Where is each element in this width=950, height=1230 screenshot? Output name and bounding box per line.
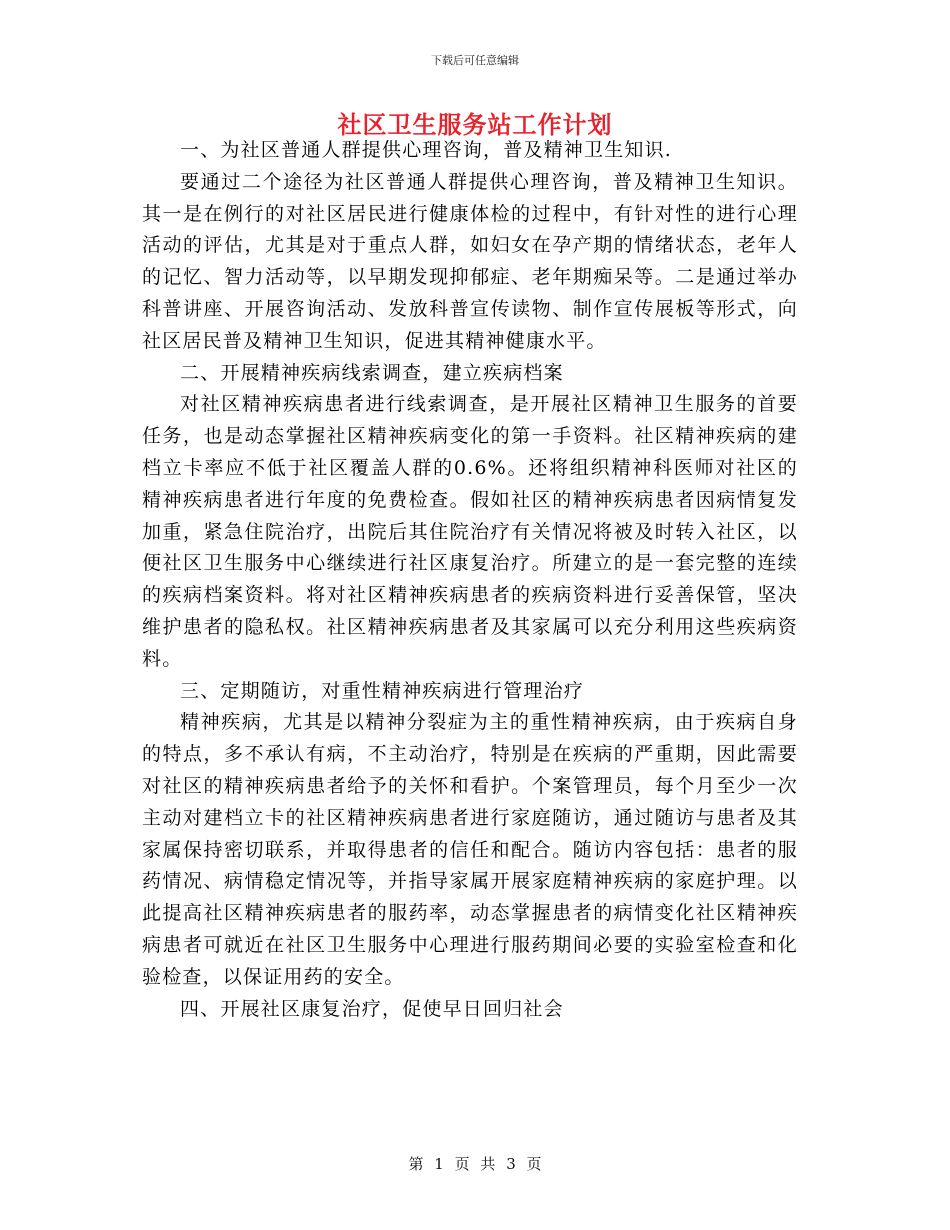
page-header-note: 下载后可任意编辑 xyxy=(431,54,519,67)
section-heading-3: 三、定期随访，对重性精神疾病进行管理治疗 xyxy=(180,679,585,702)
section-heading-1: 一、为社区普通人群提供心理咨询，普及精神卫生知识. xyxy=(180,139,673,161)
page-footer xyxy=(0,1154,950,1174)
body-paragraph-1: 要通过二个途径为社区普通人群提供心理咨询，普及精神卫生知识。其一是在例行的对社区居民进行健康体检的过程中，有针对性的进行心理活动的评估，尤其是对于重点人群，如妇女在孕产期的情绪状态，老年人的记忆、智力活动等，以早期发现抑郁症、老年期痴呆等。二是通过举办科普讲座、开展咨询活动、发放科普宣传读物、制作宣传展板等形式，向社区居民普及精神卫生知识，促进其精神健康水平。 xyxy=(142,170,798,352)
document-body xyxy=(142,135,798,1025)
section-heading-2: 二、开展精神疾病线索调查，建立疾病档案 xyxy=(180,361,564,384)
document-title: 社区卫生服务站工作计划 xyxy=(337,110,613,139)
section-heading-4: 四、开展社区康复治疗，促使早日回归社会 xyxy=(180,997,564,1020)
footer-page-number: 1 xyxy=(434,1155,444,1173)
footer-total-pages: 3 xyxy=(506,1155,516,1173)
body-paragraph-3: 精神疾病，尤其是以精神分裂症为主的重性精神疾病，由于疾病自身的特点，多不承认有病，不主动治疗，特别是在疾病的严重期，因此需要对社区的精神疾病患者给予的关怀和看护。个案管理员，每个月至少一次主动对建档立卡的社区精神疾病患者进行家庭随访，通过随访与患者及其家属保持密切联系，并取得患者的信任和配合。随访内容包括：患者的服药情况、病情稳定情况等，并指导家属开展家庭精神疾病的家庭护理。以此提高社区精神疾病患者的服药率，动态掌握患者的病情变化社区精神疾病患者可就近在社区卫生服务中心理进行服药期间必要的实验室检查和化验检查，以保证用药的安全。 xyxy=(142,711,798,988)
footer-page-prefix: 第 xyxy=(408,1155,424,1173)
footer-total-unit: 页 xyxy=(526,1155,542,1173)
footer-page-unit: 页 xyxy=(454,1155,470,1173)
body-paragraph-2: 对社区精神疾病患者进行线索调查，是开展社区精神卫生服务的首要任务，也是动态掌握社区精神疾病变化的第一手资料。社区精神疾病的建档立卡率应不低于社区覆盖人群的0.6%。还将组织精神科医师对社区的精神疾病患者进行年度的免费检查。假如社区的精神疾病患者因病情复发加重，紧急住院治疗，出院后其住院治疗有关情况将被及时转入社区，以便社区卫生服务中心继续进行社区康复治疗。所建立的是一套完整的连续的疾病档案资料。将对社区精神疾病患者的疾病资料进行妥善保管，坚决维护患者的隐私权。社区精神疾病患者及其家属可以充分利用这些疾病资料。 xyxy=(142,393,798,670)
footer-total-prefix: 共 xyxy=(480,1155,496,1173)
